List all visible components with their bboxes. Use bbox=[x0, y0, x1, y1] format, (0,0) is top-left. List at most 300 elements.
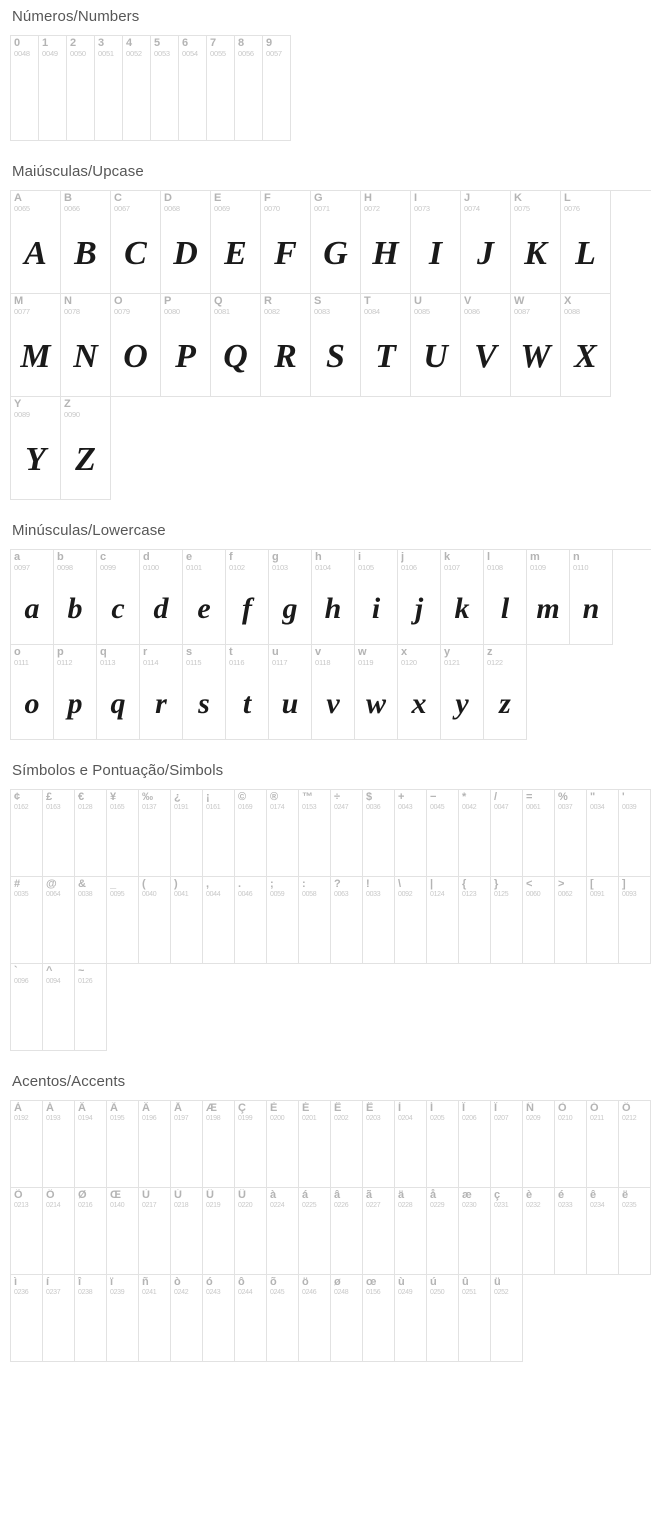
glyph-cell[interactable] bbox=[161, 191, 211, 294]
glyph-cell-header bbox=[395, 1188, 426, 1212]
glyph-cell[interactable] bbox=[491, 877, 523, 964]
glyph-code-label: 0195 bbox=[110, 1115, 125, 1122]
glyph-cell[interactable] bbox=[211, 294, 261, 397]
glyph-cell[interactable] bbox=[459, 1275, 491, 1362]
glyph-cell[interactable] bbox=[235, 1275, 267, 1362]
glyph-cell[interactable] bbox=[269, 645, 312, 740]
glyph-cell[interactable] bbox=[441, 550, 484, 645]
glyph-cell[interactable] bbox=[43, 1275, 75, 1362]
glyph-cell[interactable] bbox=[461, 294, 511, 397]
glyph-cell-header bbox=[211, 294, 260, 318]
glyph-cell[interactable] bbox=[398, 550, 441, 645]
glyph-preview: y bbox=[455, 687, 469, 720]
glyph-cell[interactable] bbox=[235, 877, 267, 964]
glyph-code-label: 0081 bbox=[214, 307, 230, 316]
glyph-cell[interactable] bbox=[267, 1188, 299, 1275]
glyph-preview bbox=[11, 814, 42, 876]
glyph-preview bbox=[491, 814, 522, 876]
glyph-cell[interactable] bbox=[363, 1188, 395, 1275]
glyph-cell[interactable] bbox=[491, 790, 523, 877]
glyph-preview bbox=[203, 1299, 234, 1361]
glyph-char-label: Ü bbox=[238, 1189, 246, 1201]
glyph-code-label: 0056 bbox=[238, 49, 254, 58]
glyph-cell[interactable] bbox=[139, 1275, 171, 1362]
glyph-cell[interactable] bbox=[395, 1101, 427, 1188]
glyph-cell[interactable] bbox=[312, 550, 355, 645]
glyph-cell[interactable] bbox=[395, 790, 427, 877]
glyph-cell-header bbox=[587, 1101, 618, 1125]
glyph-cell-header bbox=[511, 294, 560, 318]
glyph-cell[interactable] bbox=[555, 877, 587, 964]
glyph-cell[interactable] bbox=[619, 790, 651, 877]
glyph-cell[interactable] bbox=[312, 645, 355, 740]
glyph-char-label: " bbox=[590, 791, 596, 803]
glyph-char-label: E bbox=[214, 192, 222, 204]
glyph-cell-header bbox=[183, 550, 225, 574]
glyph-cell[interactable] bbox=[523, 877, 555, 964]
glyph-cell[interactable] bbox=[226, 645, 269, 740]
glyph-cell[interactable] bbox=[459, 790, 491, 877]
glyph-cell[interactable] bbox=[54, 550, 97, 645]
glyph-code-label: 0076 bbox=[564, 204, 580, 213]
glyph-preview bbox=[203, 814, 234, 876]
glyph-cell[interactable] bbox=[75, 1101, 107, 1188]
glyph-cell[interactable] bbox=[484, 645, 527, 740]
glyph-cell[interactable] bbox=[43, 1188, 75, 1275]
glyph-cell[interactable] bbox=[267, 877, 299, 964]
glyph-preview: E bbox=[224, 235, 247, 272]
glyph-cell[interactable] bbox=[171, 877, 203, 964]
glyph-cell[interactable] bbox=[43, 790, 75, 877]
glyph-cell[interactable] bbox=[97, 550, 140, 645]
glyph-cell[interactable] bbox=[107, 1188, 139, 1275]
glyph-cell[interactable] bbox=[139, 790, 171, 877]
glyph-code-label: 0119 bbox=[358, 658, 374, 667]
glyph-cell[interactable] bbox=[491, 1101, 523, 1188]
glyph-code-label: 0073 bbox=[414, 204, 430, 213]
glyph-cell[interactable] bbox=[107, 790, 139, 877]
glyph-preview bbox=[395, 814, 426, 876]
glyph-preview bbox=[395, 1212, 426, 1274]
glyph-cell[interactable] bbox=[587, 790, 619, 877]
glyph-cell[interactable] bbox=[140, 550, 183, 645]
glyph-cell[interactable] bbox=[11, 550, 54, 645]
glyph-cell-header bbox=[363, 790, 394, 814]
glyph-preview bbox=[75, 1299, 106, 1361]
glyph-cell[interactable] bbox=[43, 877, 75, 964]
glyph-char-label: Ú bbox=[174, 1189, 182, 1201]
glyph-cell[interactable] bbox=[211, 191, 261, 294]
glyph-cell[interactable] bbox=[123, 36, 151, 141]
glyph-cell-header bbox=[523, 790, 554, 814]
glyph-cell[interactable] bbox=[299, 1101, 331, 1188]
glyph-cell[interactable] bbox=[183, 550, 226, 645]
glyph-cell[interactable] bbox=[235, 1101, 267, 1188]
glyph-cell[interactable] bbox=[67, 36, 95, 141]
glyph-cell[interactable] bbox=[261, 191, 311, 294]
glyph-cell[interactable] bbox=[11, 1188, 43, 1275]
glyph-cell-header bbox=[203, 790, 234, 814]
glyph-preview bbox=[235, 814, 266, 876]
glyph-preview: C bbox=[124, 235, 147, 272]
glyph-cell[interactable] bbox=[267, 1275, 299, 1362]
glyph-cell[interactable] bbox=[484, 550, 527, 645]
glyph-preview bbox=[171, 1125, 202, 1187]
glyph-cell-header bbox=[61, 397, 110, 421]
glyph-code-label: 0086 bbox=[464, 307, 480, 316]
glyph-cell[interactable] bbox=[226, 550, 269, 645]
glyph-cell[interactable] bbox=[140, 645, 183, 740]
glyph-char-label: 0 bbox=[14, 37, 21, 49]
glyph-code-label: 0100 bbox=[143, 563, 159, 572]
glyph-cell-header bbox=[491, 790, 522, 814]
glyph-cell-header bbox=[484, 645, 526, 669]
glyph-cell[interactable] bbox=[235, 1188, 267, 1275]
glyph-cell-header bbox=[11, 191, 60, 215]
glyph-cell-header bbox=[203, 1101, 234, 1125]
glyph-code-label: 0035 bbox=[14, 891, 29, 898]
glyph-cell-header bbox=[312, 645, 354, 669]
glyph-code-label: 0212 bbox=[622, 1115, 637, 1122]
glyph-cell-header bbox=[619, 877, 650, 901]
glyph-preview bbox=[331, 814, 362, 876]
glyph-char-label: u bbox=[272, 646, 279, 658]
glyph-preview bbox=[523, 1212, 554, 1274]
glyph-char-label: ö bbox=[302, 1276, 309, 1288]
glyph-code-label: 0163 bbox=[46, 804, 61, 811]
glyph-preview: w bbox=[365, 687, 386, 720]
glyph-cell[interactable] bbox=[43, 964, 75, 1051]
glyph-preview bbox=[267, 1212, 298, 1274]
glyph-char-label: ó bbox=[206, 1276, 213, 1288]
glyph-cell[interactable] bbox=[61, 397, 111, 500]
glyph-cell[interactable] bbox=[179, 36, 207, 141]
glyph-cell[interactable] bbox=[97, 645, 140, 740]
glyph-cell[interactable] bbox=[395, 877, 427, 964]
glyph-char-label: ® bbox=[270, 791, 279, 803]
glyph-code-label: 0064 bbox=[46, 891, 61, 898]
glyph-cell[interactable] bbox=[139, 1188, 171, 1275]
glyph-cell[interactable] bbox=[11, 790, 43, 877]
glyph-cell-header bbox=[171, 877, 202, 901]
glyph-char-label: Y bbox=[14, 398, 22, 410]
glyph-code-label: 0231 bbox=[494, 1202, 509, 1209]
glyph-cell[interactable] bbox=[299, 1275, 331, 1362]
glyph-cell[interactable] bbox=[587, 1188, 619, 1275]
glyph-cell[interactable] bbox=[459, 1101, 491, 1188]
glyph-cell-header bbox=[11, 397, 60, 421]
glyph-cell[interactable] bbox=[411, 294, 461, 397]
glyph-cell[interactable] bbox=[459, 877, 491, 964]
glyph-preview bbox=[299, 1125, 330, 1187]
glyph-cell[interactable] bbox=[427, 1275, 459, 1362]
glyph-cell[interactable] bbox=[75, 1188, 107, 1275]
glyph-preview: x bbox=[411, 687, 427, 720]
glyph-char-label: ¡ bbox=[206, 791, 210, 803]
glyph-char-label: ‰ bbox=[142, 791, 153, 803]
glyph-cell[interactable] bbox=[587, 1101, 619, 1188]
glyph-char-label: C bbox=[114, 192, 122, 204]
glyph-code-label: 0251 bbox=[462, 1289, 477, 1296]
glyph-cell[interactable] bbox=[171, 1101, 203, 1188]
glyph-cell[interactable] bbox=[183, 645, 226, 740]
glyph-cell[interactable] bbox=[61, 191, 111, 294]
glyph-cell[interactable] bbox=[11, 645, 54, 740]
glyph-preview: H bbox=[372, 235, 399, 272]
glyph-cell[interactable] bbox=[355, 550, 398, 645]
glyph-cell-header bbox=[427, 790, 458, 814]
glyph-cell-header bbox=[139, 1101, 170, 1125]
glyph-code-label: 0058 bbox=[302, 891, 317, 898]
glyph-cell-header bbox=[75, 1275, 106, 1299]
glyph-cell[interactable] bbox=[11, 191, 61, 294]
glyph-preview: U bbox=[423, 338, 448, 375]
glyph-cell[interactable] bbox=[261, 294, 311, 397]
glyph-cell[interactable] bbox=[561, 191, 611, 294]
glyph-cell[interactable] bbox=[43, 1101, 75, 1188]
glyph-cell[interactable] bbox=[267, 790, 299, 877]
glyph-preview bbox=[459, 814, 490, 876]
glyph-char-label: ç bbox=[494, 1189, 501, 1201]
glyph-cell[interactable] bbox=[363, 790, 395, 877]
glyph-cell[interactable] bbox=[555, 1101, 587, 1188]
glyph-preview: q bbox=[110, 687, 126, 720]
glyph-preview bbox=[235, 1125, 266, 1187]
glyph-cell[interactable] bbox=[235, 36, 263, 141]
glyph-char-label: % bbox=[558, 791, 568, 803]
glyph-cell[interactable] bbox=[171, 790, 203, 877]
glyph-preview bbox=[235, 60, 262, 140]
glyph-cell[interactable] bbox=[395, 1188, 427, 1275]
glyph-cell[interactable] bbox=[75, 964, 107, 1051]
glyph-char-label: ; bbox=[270, 878, 274, 890]
glyph-cell[interactable] bbox=[398, 645, 441, 740]
glyph-code-label: 0205 bbox=[430, 1115, 445, 1122]
glyph-preview: z bbox=[499, 687, 511, 720]
glyph-char-label: j bbox=[401, 551, 405, 563]
glyph-cell[interactable] bbox=[527, 550, 570, 645]
glyph-preview: i bbox=[371, 592, 381, 625]
glyph-cell[interactable] bbox=[491, 1275, 523, 1362]
glyph-cell[interactable] bbox=[161, 294, 211, 397]
glyph-cell[interactable] bbox=[511, 191, 561, 294]
glyph-code-label: 0094 bbox=[46, 978, 61, 985]
glyph-cell[interactable] bbox=[361, 191, 411, 294]
glyph-cell[interactable] bbox=[203, 790, 235, 877]
glyph-cell[interactable] bbox=[570, 550, 613, 645]
glyph-cell[interactable] bbox=[331, 1188, 363, 1275]
glyph-cell[interactable] bbox=[311, 191, 361, 294]
glyph-cell[interactable] bbox=[11, 964, 43, 1051]
glyph-cell[interactable] bbox=[361, 294, 411, 397]
glyph-code-label: 0224 bbox=[270, 1202, 285, 1209]
glyph-cell[interactable] bbox=[11, 1275, 43, 1362]
glyph-cell[interactable] bbox=[203, 1101, 235, 1188]
glyph-cell[interactable] bbox=[11, 877, 43, 964]
glyph-cell[interactable] bbox=[619, 1101, 651, 1188]
glyph-cell[interactable] bbox=[235, 790, 267, 877]
glyph-cell[interactable] bbox=[75, 790, 107, 877]
glyph-cell-header bbox=[11, 1275, 42, 1299]
glyph-char-label: å bbox=[430, 1189, 437, 1201]
glyph-char-label: P bbox=[164, 295, 172, 307]
section-upcase bbox=[10, 163, 651, 500]
glyph-cell[interactable] bbox=[107, 1275, 139, 1362]
glyph-code-label: 0041 bbox=[174, 891, 189, 898]
glyph-cell-header bbox=[179, 36, 206, 60]
glyph-cell[interactable] bbox=[491, 1188, 523, 1275]
glyph-code-label: 0235 bbox=[622, 1202, 637, 1209]
glyph-cell[interactable] bbox=[461, 191, 511, 294]
glyph-cell-header bbox=[43, 790, 74, 814]
glyph-code-label: 0084 bbox=[364, 307, 380, 316]
glyph-char-label: @ bbox=[46, 878, 57, 890]
glyph-cell[interactable] bbox=[269, 550, 312, 645]
glyph-char-label: À bbox=[14, 1102, 22, 1114]
glyph-cell[interactable] bbox=[311, 294, 361, 397]
glyph-cell-header bbox=[61, 191, 110, 215]
glyph-cell[interactable] bbox=[11, 1101, 43, 1188]
glyph-cell[interactable] bbox=[511, 294, 561, 397]
glyph-preview bbox=[139, 901, 170, 963]
glyph-cell[interactable] bbox=[111, 294, 161, 397]
glyph-cell[interactable] bbox=[555, 1188, 587, 1275]
glyph-cell[interactable] bbox=[75, 1275, 107, 1362]
glyph-cell-header bbox=[491, 877, 522, 901]
glyph-cell[interactable] bbox=[39, 36, 67, 141]
glyph-cell[interactable] bbox=[171, 1188, 203, 1275]
glyph-cell[interactable] bbox=[555, 790, 587, 877]
glyph-cell[interactable] bbox=[139, 877, 171, 964]
glyph-preview: W bbox=[520, 338, 551, 375]
glyph-cell-header bbox=[203, 877, 234, 901]
glyph-cell[interactable] bbox=[427, 1101, 459, 1188]
glyph-char-label: õ bbox=[270, 1276, 277, 1288]
glyph-cell[interactable] bbox=[363, 1101, 395, 1188]
glyph-cell[interactable] bbox=[299, 877, 331, 964]
glyph-cell[interactable] bbox=[587, 877, 619, 964]
glyph-cell[interactable] bbox=[75, 877, 107, 964]
glyph-preview bbox=[43, 901, 74, 963]
glyph-cell[interactable] bbox=[139, 1101, 171, 1188]
glyph-cell-header bbox=[267, 790, 298, 814]
glyph-preview bbox=[207, 60, 234, 140]
glyph-cell[interactable] bbox=[427, 1188, 459, 1275]
glyph-grid-lowercase bbox=[10, 549, 651, 740]
glyph-cell-header bbox=[203, 1188, 234, 1212]
glyph-code-label: 0096 bbox=[14, 978, 29, 985]
glyph-char-label: ™ bbox=[302, 791, 313, 803]
glyph-cell[interactable] bbox=[61, 294, 111, 397]
glyph-cell[interactable] bbox=[171, 1275, 203, 1362]
glyph-cell[interactable] bbox=[11, 397, 61, 500]
glyph-preview: e bbox=[197, 592, 211, 625]
glyph-char-label: ê bbox=[590, 1189, 597, 1201]
glyph-preview: O bbox=[123, 338, 148, 375]
glyph-cell[interactable] bbox=[54, 645, 97, 740]
glyph-cell[interactable] bbox=[263, 36, 291, 141]
glyph-code-label: 0104 bbox=[315, 563, 331, 572]
glyph-cell[interactable] bbox=[151, 36, 179, 141]
glyph-cell[interactable] bbox=[107, 877, 139, 964]
glyph-preview bbox=[107, 1125, 138, 1187]
glyph-cell[interactable] bbox=[299, 790, 331, 877]
glyph-char-label: r bbox=[143, 646, 148, 658]
glyph-code-label: 0203 bbox=[366, 1115, 381, 1122]
section-title-symbols: Símbolos e Pontuação/Simbols bbox=[12, 762, 224, 779]
glyph-cell-header bbox=[54, 550, 96, 574]
glyph-cell[interactable] bbox=[203, 1188, 235, 1275]
glyph-char-label: Ì bbox=[398, 1102, 402, 1114]
glyph-char-label: í bbox=[46, 1276, 50, 1288]
glyph-cell[interactable] bbox=[427, 877, 459, 964]
glyph-cell[interactable] bbox=[523, 1188, 555, 1275]
glyph-cell[interactable] bbox=[363, 1275, 395, 1362]
glyph-preview bbox=[11, 988, 42, 1050]
glyph-grid-upcase bbox=[10, 190, 651, 500]
glyph-preview bbox=[427, 1212, 458, 1274]
glyph-cell[interactable] bbox=[207, 36, 235, 141]
glyph-cell[interactable] bbox=[299, 1188, 331, 1275]
glyph-cell-header bbox=[459, 1188, 490, 1212]
glyph-cell-header bbox=[491, 1101, 522, 1125]
glyph-cell[interactable] bbox=[11, 294, 61, 397]
glyph-cell[interactable] bbox=[331, 1275, 363, 1362]
glyph-cell[interactable] bbox=[95, 36, 123, 141]
glyph-code-label: 0244 bbox=[238, 1289, 253, 1296]
glyph-cell[interactable] bbox=[107, 1101, 139, 1188]
glyph-cell[interactable] bbox=[11, 36, 39, 141]
glyph-preview bbox=[427, 1299, 458, 1361]
glyph-cell[interactable] bbox=[331, 1101, 363, 1188]
glyph-cell-header bbox=[527, 550, 569, 574]
glyph-cell-header bbox=[111, 191, 160, 215]
glyph-code-label: 0099 bbox=[100, 563, 116, 572]
glyph-preview bbox=[459, 901, 490, 963]
glyph-cell[interactable] bbox=[331, 790, 363, 877]
glyph-cell[interactable] bbox=[523, 1101, 555, 1188]
glyph-cell[interactable] bbox=[459, 1188, 491, 1275]
glyph-char-label: b bbox=[57, 551, 64, 563]
glyph-cell[interactable] bbox=[619, 1188, 651, 1275]
glyph-cell[interactable] bbox=[363, 877, 395, 964]
glyph-cell[interactable] bbox=[561, 294, 611, 397]
glyph-cell-header bbox=[299, 1188, 330, 1212]
glyph-code-label: 0047 bbox=[494, 804, 509, 811]
glyph-code-label: 0230 bbox=[462, 1202, 477, 1209]
glyph-cell[interactable] bbox=[411, 191, 461, 294]
glyph-preview: N bbox=[73, 338, 98, 375]
glyph-char-label: } bbox=[494, 878, 499, 890]
glyph-code-label: 0071 bbox=[314, 204, 330, 213]
glyph-code-label: 0233 bbox=[558, 1202, 573, 1209]
glyph-cell[interactable] bbox=[441, 645, 484, 740]
glyph-cell[interactable] bbox=[395, 1275, 427, 1362]
glyph-cell[interactable] bbox=[427, 790, 459, 877]
glyph-cell[interactable] bbox=[203, 1275, 235, 1362]
glyph-cell-header bbox=[267, 1101, 298, 1125]
glyph-cell[interactable] bbox=[331, 877, 363, 964]
glyph-cell[interactable] bbox=[111, 191, 161, 294]
glyph-preview bbox=[299, 814, 330, 876]
glyph-cell[interactable] bbox=[619, 877, 651, 964]
glyph-char-label: H bbox=[364, 192, 372, 204]
glyph-cell[interactable] bbox=[355, 645, 398, 740]
glyph-char-label: { bbox=[462, 878, 467, 890]
glyph-cell[interactable] bbox=[203, 877, 235, 964]
glyph-cell[interactable] bbox=[267, 1101, 299, 1188]
glyph-cell[interactable] bbox=[523, 790, 555, 877]
